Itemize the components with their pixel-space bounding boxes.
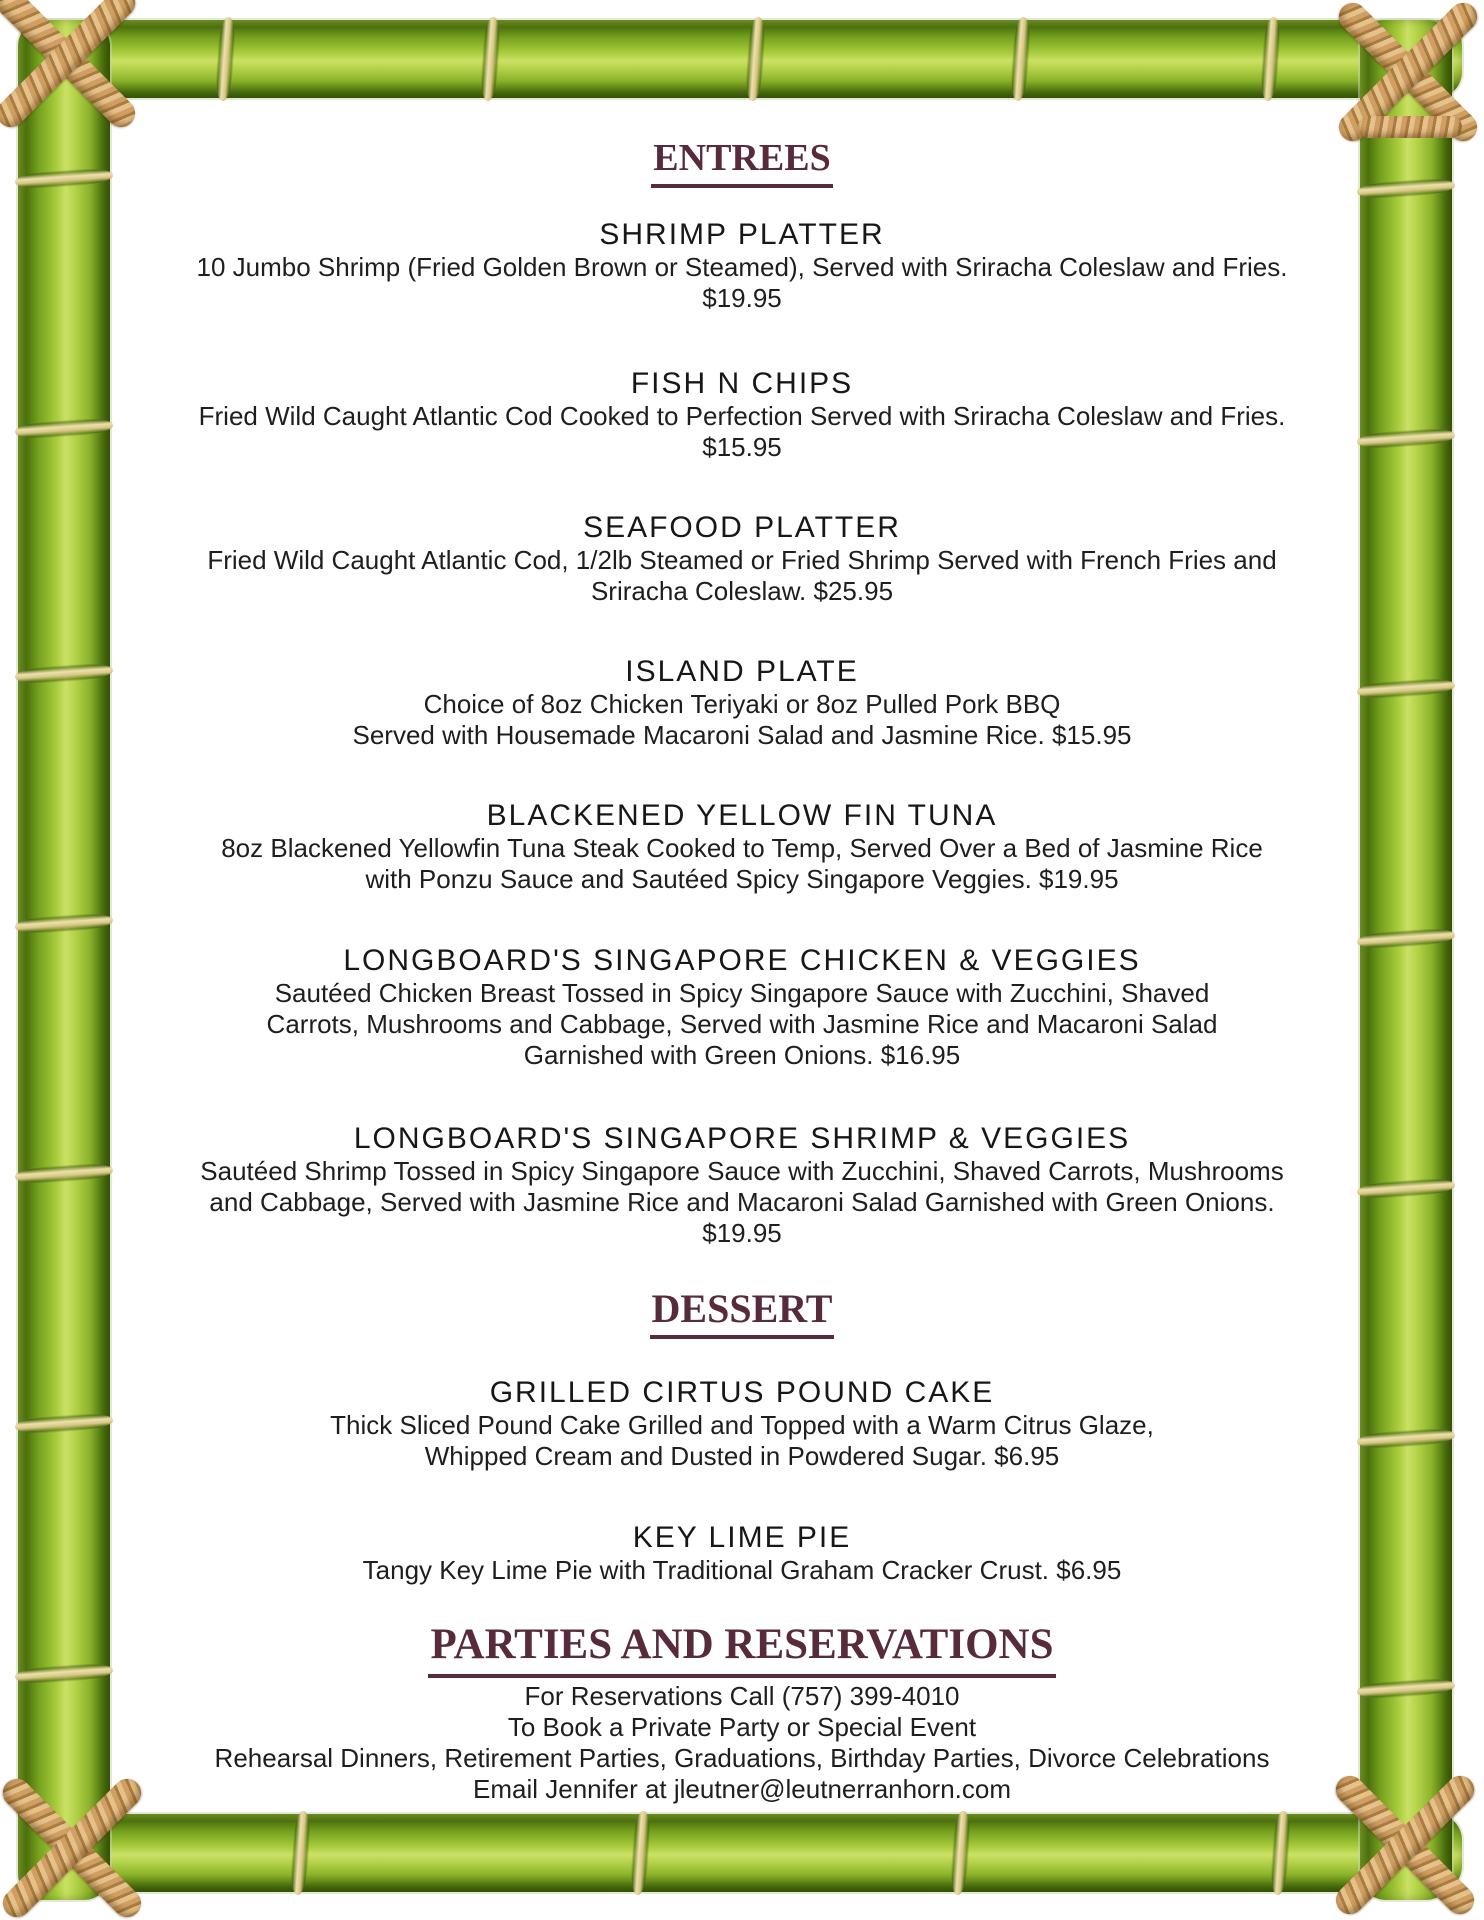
bamboo-node [1269, 1811, 1292, 1896]
item-price: $19.95 [702, 1218, 782, 1249]
item-description-line: Fried Wild Caught Atlantic Cod Cooked to Perfection Served with Sriracha Coleslaw and Fries. [198, 401, 1286, 432]
bamboo-node [1259, 17, 1282, 102]
item-name: KEY LIME PIE [632, 1521, 852, 1555]
bamboo-node [15, 912, 114, 936]
item-name: ISLAND PLATE [625, 655, 859, 689]
reservations-info-line: Rehearsal Dinners, Retirement Parties, Graduations, Birthday Parties, Divorce Celebrations [214, 1742, 1270, 1773]
item-price: $15.95 [702, 432, 782, 463]
bamboo-node [949, 1811, 972, 1896]
bamboo-node [15, 662, 114, 686]
reservations-phone-line: For Reservations Call (757) 399-4010 [524, 1680, 960, 1711]
menu-item-shrimp-platter [117, 218, 1367, 314]
bamboo-border-bottom [22, 1814, 1462, 1892]
bamboo-node [629, 1811, 652, 1896]
reservations-info [117, 1681, 1367, 1805]
item-description-line: 8oz Blackened Yellowfin Tuna Steak Cooked to Temp, Served Over a Bed of Jasmine Rice [221, 833, 1263, 864]
menu-item-singapore-chicken-veggies [117, 944, 1367, 1071]
menu-item-island-plate [117, 655, 1367, 751]
bamboo-node [1357, 677, 1456, 701]
menu-item-grilled-citrus-pound-cake [117, 1376, 1367, 1472]
item-name: FISH N CHIPS [630, 367, 854, 401]
bamboo-node [1357, 427, 1456, 451]
section-heading-label: ENTREES [651, 138, 832, 188]
item-description-line: and Cabbage, Served with Jasmine Rice and Macaroni Salad Garnished with Green Onions. [209, 1187, 1275, 1218]
item-name: SHRIMP PLATTER [599, 218, 885, 252]
item-name: LONGBOARD'S SINGAPORE CHICKEN & VEGGIES [343, 944, 1141, 978]
item-description-line: Whipped Cream and Dusted in Powdered Sugar. $6.95 [424, 1441, 1060, 1472]
bamboo-node [15, 417, 114, 441]
bamboo-node [1357, 1677, 1456, 1701]
bamboo-node [1357, 1177, 1456, 1201]
item-description-line: Tangy Key Lime Pie with Traditional Graham Cracker Crust. $6.95 [362, 1555, 1122, 1586]
bamboo-node [744, 17, 767, 102]
bamboo-node [289, 1811, 312, 1896]
section-heading-label: PARTIES AND RESERVATIONS [428, 1622, 1055, 1677]
item-name: GRILLED CIRTUS POUND CAKE [489, 1376, 995, 1410]
item-name: LONGBOARD'S SINGAPORE SHRIMP & VEGGIES [353, 1122, 1131, 1156]
item-description-line: with Ponzu Sauce and Sautéed Spicy Singapore Veggies. $19.95 [365, 864, 1119, 895]
bamboo-border-top [22, 20, 1462, 98]
item-description-line: Thick Sliced Pound Cake Grilled and Topped with a Warm Citrus Glaze, [330, 1410, 1154, 1441]
section-heading-parties-reservations [117, 1622, 1367, 1677]
reservations-info-line: To Book a Private Party or Special Event [507, 1711, 977, 1742]
menu-item-key-lime-pie [117, 1521, 1367, 1586]
bamboo-node [15, 1412, 114, 1436]
bamboo-node [214, 17, 237, 102]
item-description-line: Fried Wild Caught Atlantic Cod, 1/2lb Steamed or Fried Shrimp Served with French Fries and [207, 545, 1277, 576]
bamboo-border-left [18, 20, 110, 1900]
bamboo-node [479, 17, 502, 102]
bamboo-node [1357, 927, 1456, 951]
bamboo-node [1357, 177, 1456, 201]
item-description-line: 10 Jumbo Shrimp (Fried Golden Brown or Steamed), Served with Sriracha Coleslaw and Fries. [196, 252, 1288, 283]
menu-item-singapore-shrimp-veggies [117, 1122, 1367, 1249]
item-description-line: Garnished with Green Onions. $16.95 [523, 1040, 961, 1071]
section-heading-label: DESSERT [650, 1287, 835, 1339]
item-description-line: Served with Housemade Macaroni Salad and Jasmine Rice. $15.95 [352, 720, 1132, 751]
item-description-line: Carrots, Mushrooms and Cabbage, Served with Jasmine Rice and Macaroni Salad [266, 1009, 1218, 1040]
section-heading-entrees [117, 138, 1367, 188]
menu-content [117, 138, 1367, 1805]
item-name: BLACKENED YELLOW FIN TUNA [486, 799, 998, 833]
item-description-line: Sautéed Chicken Breast Tossed in Spicy Singapore Sauce with Zucchini, Shaved [274, 978, 1210, 1009]
section-heading-dessert [117, 1287, 1367, 1339]
bamboo-border-right [1360, 20, 1452, 1900]
menu-item-seafood-platter [117, 511, 1367, 607]
item-description-line: Sautéed Shrimp Tossed in Spicy Singapore Sauce with Zucchini, Shaved Carrots, Mushrooms [200, 1156, 1284, 1187]
bamboo-node [15, 1662, 114, 1686]
reservations-email-line: Email Jennifer at jleutner@leutnerranhorn.com [473, 1773, 1011, 1804]
item-description-line: Sriracha Coleslaw. $25.95 [590, 576, 894, 607]
item-name: SEAFOOD PLATTER [583, 511, 901, 545]
rope-band-icon [1358, 116, 1462, 138]
bamboo-node [1009, 17, 1032, 102]
item-price: $19.95 [702, 283, 782, 314]
bamboo-node [15, 1162, 114, 1186]
bamboo-node [1357, 1427, 1456, 1451]
menu-item-blackened-yellow-fin-tuna [117, 799, 1367, 895]
menu-item-fish-n-chips [117, 367, 1367, 463]
bamboo-node [15, 167, 114, 191]
item-description-line: Choice of 8oz Chicken Teriyaki or 8oz Pulled Pork BBQ [423, 689, 1061, 720]
